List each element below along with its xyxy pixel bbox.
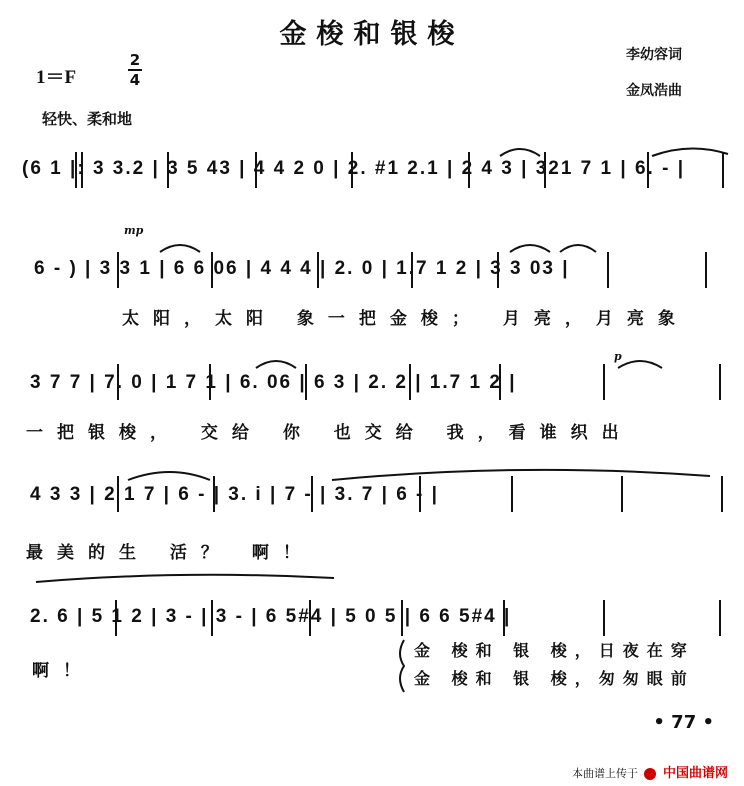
line-2-lyric: 太阳，太阳 象一把金梭； 月亮，月亮象 bbox=[122, 309, 689, 329]
tempo-marking: 轻快、柔和地 bbox=[42, 110, 133, 128]
line-1-notes: (6 1 |: 3 3.2 | 3 5 43 | 4 4 2 0 | 2. #1 2.1 | 2 4 3 | 321 7 1 | 6. - | bbox=[22, 158, 686, 179]
footer-site[interactable]: 中国曲谱网 bbox=[662, 766, 728, 781]
dynamic-p: p bbox=[614, 350, 622, 363]
page-number: • 77 • bbox=[653, 712, 714, 733]
line-3-lyric: 一把银梭， 交给 你 也交给 我，看谁织出 bbox=[26, 423, 633, 443]
line-2-notes: 6 - ) | 3 3 1 | 6 6 06 | 4 4 4 | 2. 0 | 1.7 1 2 | 3 3 03 | bbox=[34, 258, 570, 279]
song-title: 金梭和银梭 bbox=[279, 19, 465, 50]
footer bbox=[572, 762, 728, 781]
line-3-notes: 3 7 7 | 7. 0 | 1 7 1 | 6. 06 | 6 3 | 2. 2 | 1.7 1 2 | bbox=[30, 372, 517, 393]
site-logo-icon bbox=[644, 768, 656, 780]
time-top: 2 bbox=[129, 51, 141, 69]
verse-1-lyric: 金 梭和 银 梭，日夜在穿 bbox=[414, 641, 695, 660]
score-line-3 bbox=[0, 350, 744, 443]
score-line-5 bbox=[0, 596, 744, 688]
score-line-4 bbox=[0, 472, 744, 563]
time-signature bbox=[128, 52, 142, 88]
line-5-notes: 2. 6 | 5 1 2 | 3 - | 3 - | 6 5#4 | 5 0 5 | 6 6 5#4 | bbox=[30, 606, 512, 627]
time-bottom: 4 bbox=[129, 71, 141, 89]
dynamic-mp: mp bbox=[124, 224, 144, 237]
composer-credit: 金凤浩曲 bbox=[626, 83, 682, 99]
key-signature: 1＝F bbox=[36, 67, 77, 88]
lyricist-credit: 李幼容词 bbox=[626, 47, 682, 63]
verse-2-lyric: 金 梭和 银 梭，匆匆眼前 bbox=[414, 669, 695, 688]
score-line-2 bbox=[0, 224, 744, 329]
footer-text: 本曲谱上传于 bbox=[571, 767, 638, 780]
score-line-1 bbox=[0, 148, 744, 208]
line-4-lyric: 最美的生 活？ 啊！ bbox=[26, 543, 314, 563]
line-5-lyric: 啊！ bbox=[32, 661, 94, 681]
line-4-notes: 4 3 3 | 2 1 7 | 6 - | 3. i | 7 - | 3. 7 | 6 - | bbox=[30, 484, 439, 505]
